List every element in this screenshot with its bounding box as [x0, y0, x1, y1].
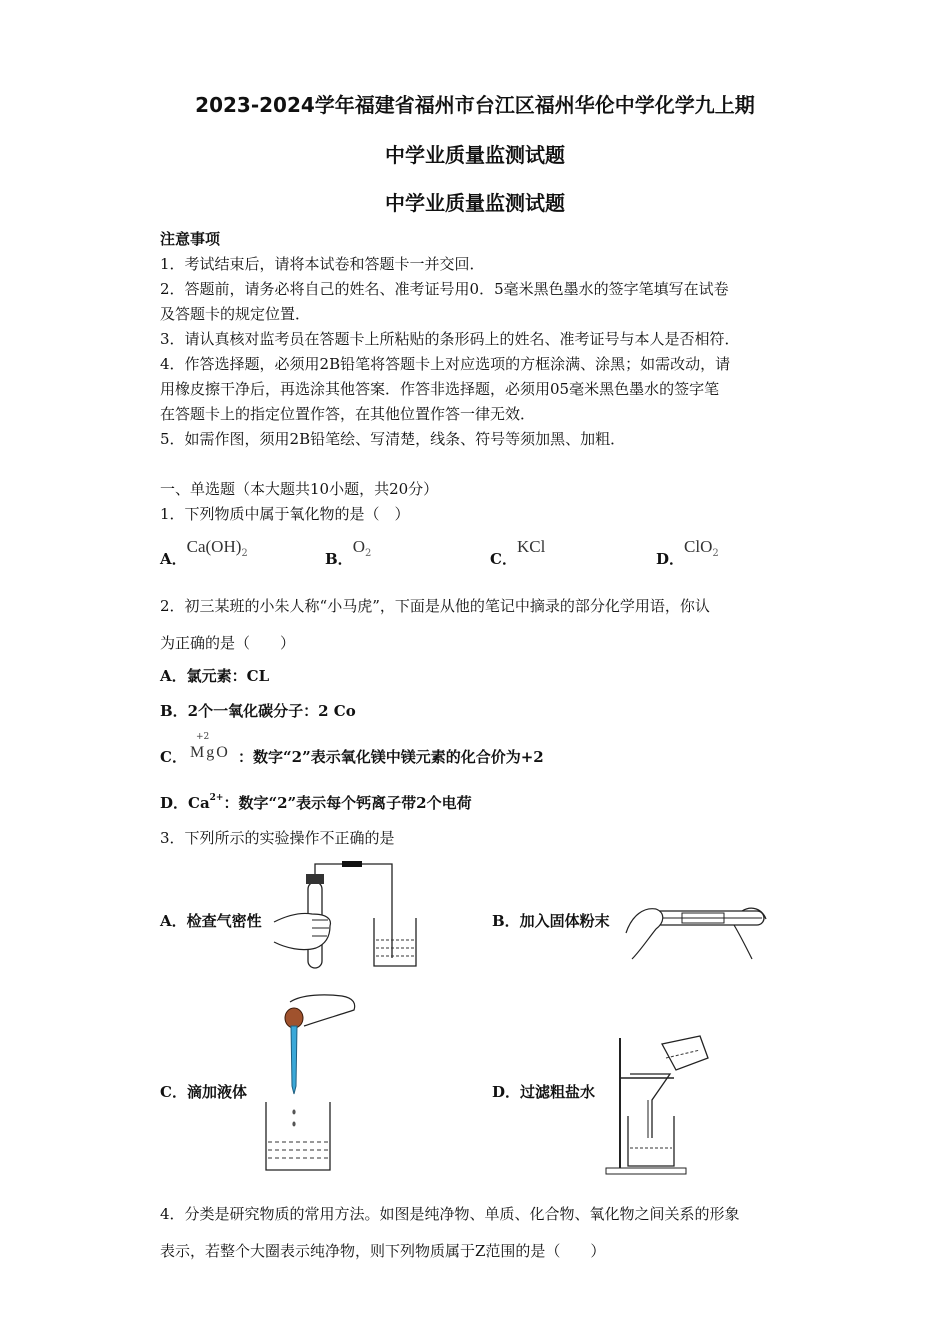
subscript: 2: [241, 548, 248, 559]
formula: Ca(OH): [186, 537, 242, 556]
q2-option-c-label: C．: [160, 748, 187, 766]
q3-option-a: A．检查气密性: [160, 912, 262, 930]
q2-stem-line-2: 为正确的是（ ）: [160, 634, 296, 652]
mgo-formula: MgO: [190, 744, 230, 761]
title-line-3: 中学业质量监测试题: [385, 191, 565, 215]
notice-item: 2．答题前，请务必将自己的姓名、准考证号用0．5毫米黑色墨水的签字笔填写在试卷: [160, 280, 729, 298]
q2-option-b: B．2个一氧化碳分子：2 Co: [160, 702, 356, 720]
subscript: 2: [712, 548, 719, 559]
formula: O: [352, 537, 365, 556]
valence-mark: +2: [196, 732, 210, 742]
option-label: D．: [656, 550, 685, 568]
formula: ClO: [684, 537, 713, 556]
option-label: B．: [325, 550, 353, 568]
subscript: 2: [364, 548, 372, 559]
notice-heading: 注意事项: [160, 230, 221, 248]
q3-option-c: C．滴加液体: [160, 1083, 247, 1101]
q4-stem-line-1: 4．分类是研究物质的常用方法。如图是纯净物、单质、化合物、氧化物之间关系的形象: [160, 1205, 740, 1223]
q1-stem: 1．下列物质中属于氧化物的是（ ）: [160, 505, 410, 523]
filtration-figure: [600, 1028, 715, 1178]
superscript: 2+: [209, 793, 224, 803]
q3-stem: 3．下列所示的实验操作不正确的是: [160, 829, 395, 847]
q1-option-d: [656, 536, 719, 568]
q3-option-b: B．加入固体粉末: [492, 912, 610, 930]
notice-item: 及答题卡的规定位置．: [160, 305, 311, 323]
notice-item: 5．如需作图，须用2B铅笔绘、写清楚，线条、符号等须加黑、加粗．: [160, 430, 626, 448]
notice-item: 在答题卡上的指定位置作答，在其他位置作答一律无效．: [160, 405, 536, 423]
notice-item: 3．请认真核对监考员在答题卡上所粘贴的条形码上的姓名、准考证号与本人是否相符．: [160, 330, 740, 348]
powder-adding-figure: [622, 885, 772, 973]
option-label: D．Ca: [160, 794, 210, 812]
q3-option-d: D．过滤粗盐水: [492, 1083, 596, 1101]
q1-option-b: [325, 536, 372, 568]
notice-item: 1．考试结束后，请将本试卷和答题卡一并交回．: [160, 255, 485, 273]
option-text: ：数字“2”表示每个钙离子带2个电荷: [223, 794, 472, 812]
formula: KCl: [516, 537, 546, 556]
notice-item: 用橡皮擦干净后，再选涂其他答案．作答非选择题，必须用05毫米黑色墨水的签字笔: [160, 380, 720, 398]
q2-option-a: A．氯元素：CL: [160, 667, 270, 685]
q1-option-a: [160, 536, 248, 568]
option-label: C．: [490, 550, 517, 568]
title-line-2: 中学业质量监测试题: [385, 143, 565, 167]
q2-stem-line-1: 2．初三某班的小朱人称“小马虎”，下面是从他的笔记中摘录的部分化学用语，你认: [160, 597, 710, 615]
section-heading: 一、单选题（本大题共10小题，共20分）: [160, 480, 439, 498]
option-label: A．: [160, 550, 187, 568]
airtightness-check-figure: [272, 860, 422, 972]
notice-item: 4．作答选择题，必须用2B铅笔将答题卡上对应选项的方框涂满、涂黑；如需改动，请: [160, 355, 731, 373]
title-line-1: 2023-2024学年福建省福州市台江区福州华伦中学化学九上期: [195, 93, 755, 117]
dropping-liquid-figure: [262, 990, 362, 1175]
q4-stem-line-2: 表示，若整个大圈表示纯净物，则下列物质属于Z范围的是（ ）: [160, 1242, 606, 1260]
q2-option-d: [160, 792, 472, 813]
q1-option-c: [490, 536, 546, 568]
q2-option-c-text: ：数字“2”表示氧化镁中镁元素的化合价为+2: [238, 748, 544, 766]
